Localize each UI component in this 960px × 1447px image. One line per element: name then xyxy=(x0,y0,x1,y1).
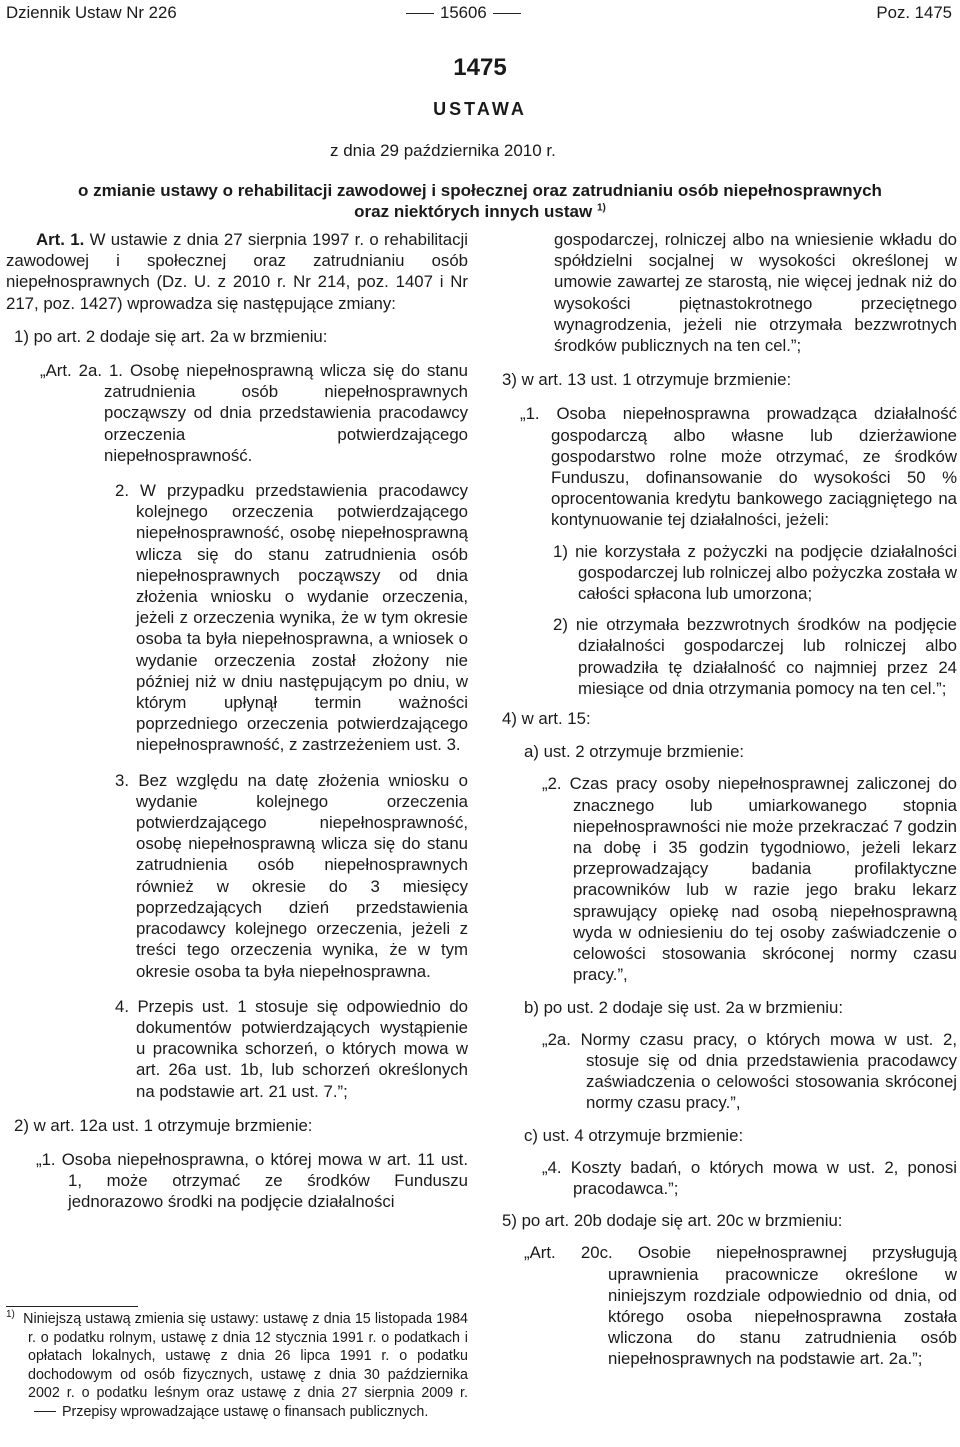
art-13-pkt-1: 1) nie korzystała z pożyczki na podjęcie działalności gospodarczej lub rolniczej albo pożyczka została w całości spłacona lub umorzona; xyxy=(553,541,957,604)
art-20c: „Art. 20c. Osobie niepełnosprawnej przysługują uprawnienia pracownicze określone w niniejszym rozdziale odpowiednio od dnia, od którego osoba niepełnosprawna została wliczona do stanu zatrudnienia osób niepełnosprawnych na podstawie art. 2a.”; xyxy=(524,1243,957,1369)
change-3: 3) w art. 13 ust. 1 otrzymuje brzmienie: xyxy=(502,370,792,390)
act-date: z dnia 29 października 2010 r. xyxy=(330,141,556,160)
art-13-pkt-2: 2) nie otrzymała bezzwrotnych środków na podjęcie działalności gospodarczej lub rolniczej albo prowadziła tę działalność co najmniej przez 24 miesiące od dnia otrzymania pomocy na ten cel.”; xyxy=(553,615,957,698)
page-number: 15606 xyxy=(400,2,527,23)
art-2a-ust-1: „Art. 2a. 1. Osobę niepełnosprawną wlicza się do stanu zatrudnienia osób niepełnosprawnych począwszy od dnia przedstawienia pracodawcy orzeczenia potwierdzającego niepełnosprawność. xyxy=(40,361,469,465)
change-4a: a) ust. 2 otrzymuje brzmienie: xyxy=(524,742,745,762)
act-title: o zmianie ustawy o rehabilitacji zawodowej i społecznej oraz zatrudnianiu osób niepełnosprawnych oraz niektórych innych ustaw $^{1)}$ xyxy=(78,181,882,221)
art-2a-ust-2: 2. W przypadku przedstawienia pracodawcy kolejnego orzeczenia potwierdzającego niepełnosprawność, osobę niepełnosprawną wlicza się do stanu zatrudnienia osób niepełnosprawnych począwszy od dnia złożenia wniosku o wydanie orzeczenia, jeżeli z orzeczenia wynika, że w tym okresie osoba ta była niepełnosprawna, a wniosek o wydanie orzeczenia został złożony nie później niż w dniu następującym po dniu, w którym upłynął termin ważności poprzedniego orzeczenia potwierdzającego niepełnosprawność, z zastrzeżeniem ust. 3. xyxy=(115,481,468,755)
change-4: 4) w art. 15: xyxy=(502,709,591,729)
dash-left xyxy=(406,13,434,14)
journal-name: Dziennik Ustaw Nr 226 xyxy=(6,3,177,22)
art-15-ust-2: „2. Czas pracy osoby niepełnosprawnej zaliczonej do znacznego lub umiarkowanego stopnia niepełnosprawności nie może przekraczać 7 godzin na dobę i 35 godzin tygodniowo, jeżeli lekarz przeprowadzający badania profilaktyczne pracowników lub w razie jego braku lekarz sprawujący opiekę nad osobą niepełnosprawną wyda w odniesieniu do tej osoby zaświadczenie o celowości stosowania skróconej normy czasu pracy.”, xyxy=(542,774,957,985)
footnote-separator xyxy=(6,1306,138,1307)
change-2: 2) w art. 12a ust. 1 otrzymuje brzmienie: xyxy=(14,1115,313,1135)
art-13-ust-1: „1. Osoba niepełnosprawna prowadząca działalność gospodarczą albo własne lub dzierżawione gospodarstwo rolne może otrzymać, ze środków Funduszu, dofinansowanie do wysokości 50 % oprocentowania kredytu bankowego zaciągniętego na kontynuowanie tej działalności, jeżeli: xyxy=(520,404,957,530)
change-1: 1) po art. 2 dodaje się art. 2a w brzmieniu: xyxy=(14,326,328,346)
article-1: Art. 1. W ustawie z dnia 27 sierpnia 1997 r. o rehabilitacji zawodowej i społecznej oraz zatrudnianiu osób niepełnosprawnych (Dz. U. z 2010 r. Nr 214, poz. 1407 i Nr 217, poz. 1427) wprowadza się następujące zmiany: xyxy=(6,230,468,313)
act-number: 1475 xyxy=(453,54,507,81)
left-column xyxy=(6,229,468,1213)
art-2a-ust-3: 3. Bez względu na datę złożenia wniosku o wydanie kolejnego orzeczenia potwierdzającego niepełnosprawność, osobę niepełnosprawną wlicza się do stanu zatrudnienia osób niepełnosprawnych również w okresie do 3 miesięcy poprzedzających dzień przedstawienia pracodawcy kolejnego orzeczenia, jeżeli z treści tego orzeczenia wynika, że w tym okresie osoba ta była niepełnosprawna. xyxy=(115,770,468,981)
right-column xyxy=(502,229,957,1370)
change-5: 5) po art. 20b dodaje się art. 20c w brzmieniu: xyxy=(502,1211,843,1231)
change-4b: b) po ust. 2 dodaje się ust. 2a w brzmieniu: xyxy=(524,997,844,1017)
art-12a-continuation: gospodarczej, rolniczej albo na wniesienie wkładu do spółdzielni socjalnej w wysokości określonej w umowie zawartej ze starostą, nie więcej jednak niż do wysokości piętnastokrotnego przeciętnego wynagrodzenia, jeżeli nie otrzymała bezzwrotnych środków publicznych na ten cel.”; xyxy=(554,230,957,356)
footnote-mark: 1) xyxy=(6,1309,15,1321)
position-number: Poz. 1475 xyxy=(876,3,952,22)
footnote-ref: 1) xyxy=(596,202,606,214)
dash-right xyxy=(493,13,521,14)
art-15-ust-4: „4. Koszty badań, o których mowa w ust. 2, ponosi pracodawca.”; xyxy=(542,1157,957,1198)
art-15-ust-2a: „2a. Normy czasu pracy, o których mowa w ust. 2, stosuje się od dnia przedstawienia pracodawcy zaświadczenia o celowości stosowania skróconej normy czasu pracy.”, xyxy=(542,1029,957,1113)
footnote: $^{1)}$ Niniejszą ustawą zmienia się ustawy: ustawę z dnia 15 listopada 1984 r. o podatku rolnym, ustawę z dnia 12 stycznia 1991 r. o podatkach i opłatach lokalnych, ustawę z dnia 26 lipca 1991 r. o podatku dochodowym od osób fizycznych, ustawę z dnia 30 października 2002 r. o podatku leśnym oraz ustawę z dnia 27 sierpnia 2009 r. Przepisy wprowadzające ustawę o finansach publicznych. xyxy=(6,1309,468,1420)
act-kind: USTAWA xyxy=(433,99,527,119)
art-2a-ust-4: 4. Przepis ust. 1 stosuje się odpowiednio do dokumentów potwierdzających wystąpienie u pracownika schorzeń, o których mowa w art. 26a ust. 1b, lub schorzeń określonych na podstawie art. 21 ust. 7.”; xyxy=(115,996,468,1101)
footnote-dash xyxy=(34,1411,56,1412)
change-4c: c) ust. 4 otrzymuje brzmienie: xyxy=(524,1125,744,1145)
art-12a-ust-1: „1. Osoba niepełnosprawna, o której mowa w art. 11 ust. 1, może otrzymać ze środków Funduszu jednorazowo środki na podjęcie działalności xyxy=(36,1149,468,1212)
